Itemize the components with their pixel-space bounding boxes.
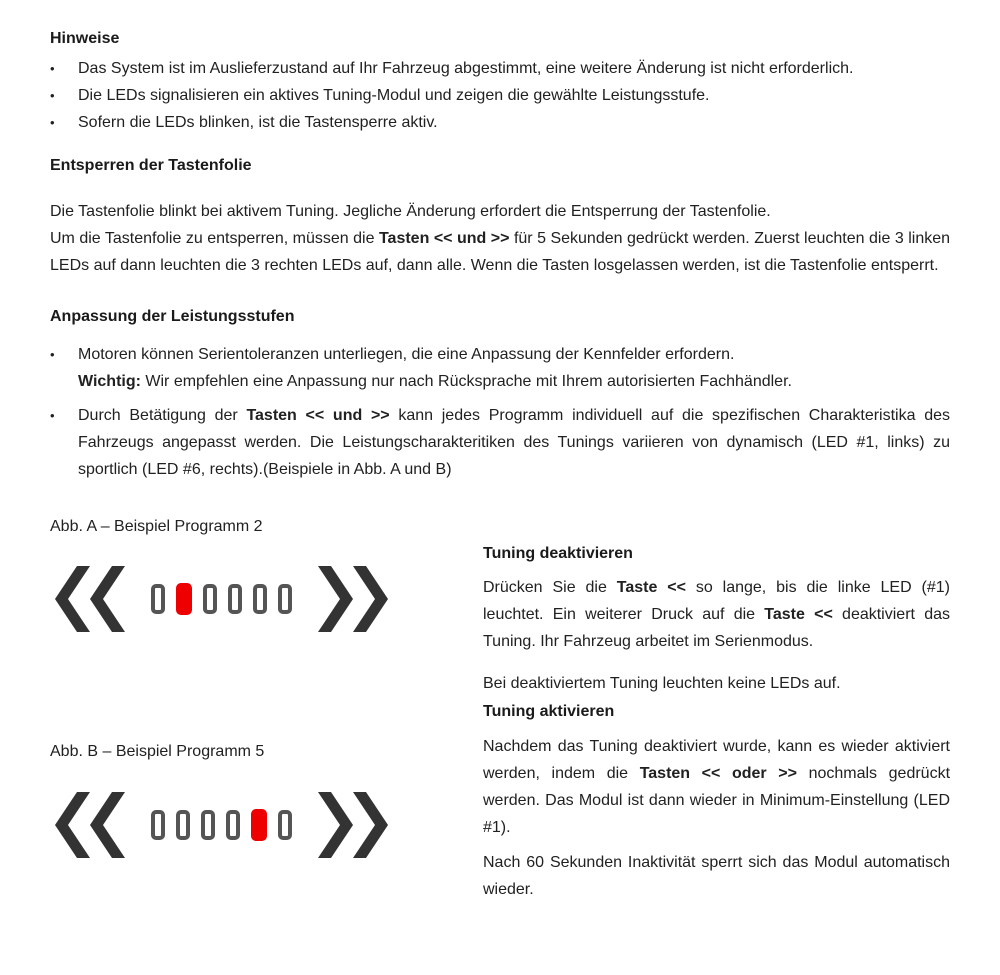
bullet-icon: • (50, 347, 55, 362)
figures-column (50, 511, 483, 903)
list-item (50, 82, 950, 109)
figure-b-graphic (55, 792, 483, 858)
list-item (50, 402, 950, 483)
bullet-text: Motoren können Serientoleranzen unterliegen, die eine Anpassung der Kennfelder erfordern. Wichtig: Wir empfehlen eine Anpassung nur nach Rücksprache mit Ihrem autorisierten Fachhändler. (78, 346, 792, 390)
led-off (201, 810, 215, 840)
led-active (251, 809, 267, 841)
bullet-icon: • (50, 61, 55, 76)
bullet-text: Die LEDs signalisieren ein aktives Tuning-Modul und zeigen die gewählte Leistungsstufe. (78, 87, 710, 104)
heading-hinweise: Hinweise (50, 30, 120, 47)
led-off (228, 584, 242, 614)
heading-tuning-deaktivieren: Tuning deaktivieren (483, 545, 633, 562)
led-off (176, 810, 190, 840)
led-off (226, 810, 240, 840)
list-item (50, 55, 950, 82)
heading-entsperren: Entsperren der Tastenfolie (50, 157, 252, 174)
paragraph-aktivieren-2: Nach 60 Sekunden Inaktivität sperrt sich das Modul automatisch wieder. (483, 854, 950, 898)
section-hinweise (50, 29, 950, 136)
paragraph-deaktivieren-1: Drücken Sie die Taste << so lange, bis die linke LED (#1) leuchtet. Ein weiterer Druck auf die Taste << deaktiviert das Tuning. Ihr Fahrzeug arbeitet im Serienmodus. (483, 579, 951, 650)
led-off (151, 810, 165, 840)
anpassung-list (50, 341, 950, 483)
bullet-icon: • (50, 88, 55, 103)
figure-a-graphic (55, 566, 483, 632)
led-off (253, 584, 267, 614)
chevron-right-icon (318, 792, 388, 858)
figures-area (50, 511, 950, 903)
led-off (278, 584, 292, 614)
figure-a-label: Abb. A – Beispiel Programm 2 (50, 518, 263, 535)
heading-tuning-aktivieren: Tuning aktivieren (483, 703, 615, 720)
led-off (203, 584, 217, 614)
bullet-text: Sofern die LEDs blinken, ist die Tastensperre aktiv. (78, 114, 438, 131)
chevron-left-icon (55, 566, 125, 632)
figure-b-label: Abb. B – Beispiel Programm 5 (50, 743, 265, 760)
heading-anpassung: Anpassung der Leistungsstufen (50, 308, 295, 325)
paragraph-deaktivieren-2: Bei deaktiviertem Tuning leuchten keine LEDs auf. (483, 675, 841, 692)
section-entsperren (50, 156, 950, 279)
bullet-text: Das System ist im Auslieferzustand auf Ihr Fahrzeug abgestimmt, eine weitere Änderung ist nicht erforderlich. (78, 60, 854, 77)
led-active (176, 583, 192, 615)
paragraph-entsperren-2: Um die Tastenfolie zu entsperren, müssen die Tasten << und >> für 5 Sekunden gedrückt werden. Zuerst leuchten die 3 linken LEDs auf dann leuchten die 3 rechten LEDs auf, dann alle. Wenn die Tasten losgelassen werden, ist die Tastenfolie entsperrt. (50, 230, 951, 274)
list-item (50, 109, 950, 136)
led-strip (151, 809, 292, 841)
chevron-right-icon (318, 566, 388, 632)
bullet-icon: • (50, 115, 55, 130)
paragraph-entsperren-1: Die Tastenfolie blinkt bei aktivem Tuning. Jegliche Änderung erfordert die Entsperrung der Tastenfolie. (50, 203, 771, 220)
led-off (278, 810, 292, 840)
led-off (151, 584, 165, 614)
list-item (50, 341, 950, 395)
paragraph-aktivieren-1: Nachdem das Tuning deaktiviert wurde, kann es wieder aktiviert werden, indem die Tasten << oder >> nochmals gedrückt werden. Das Modul ist dann wieder in Minimum-Einstellung (LED #1). (483, 738, 951, 836)
bullet-icon: • (50, 408, 55, 423)
chevron-left-icon (55, 792, 125, 858)
section-anpassung (50, 307, 950, 483)
hinweise-list (50, 55, 950, 136)
instructions-column (483, 511, 950, 903)
led-strip (151, 583, 292, 615)
bullet-text: Durch Betätigung der Tasten << und >> kann jedes Programm individuell auf die spezifischen Charakteristika des Fahrzeugs angepasst werden. Die Leistungscharakteritiken des Tunings variieren von dynamisch (LED #1, links) zu sportlich (LED #6, rechts).(Beispiele in Abb. A und B) (78, 407, 951, 478)
